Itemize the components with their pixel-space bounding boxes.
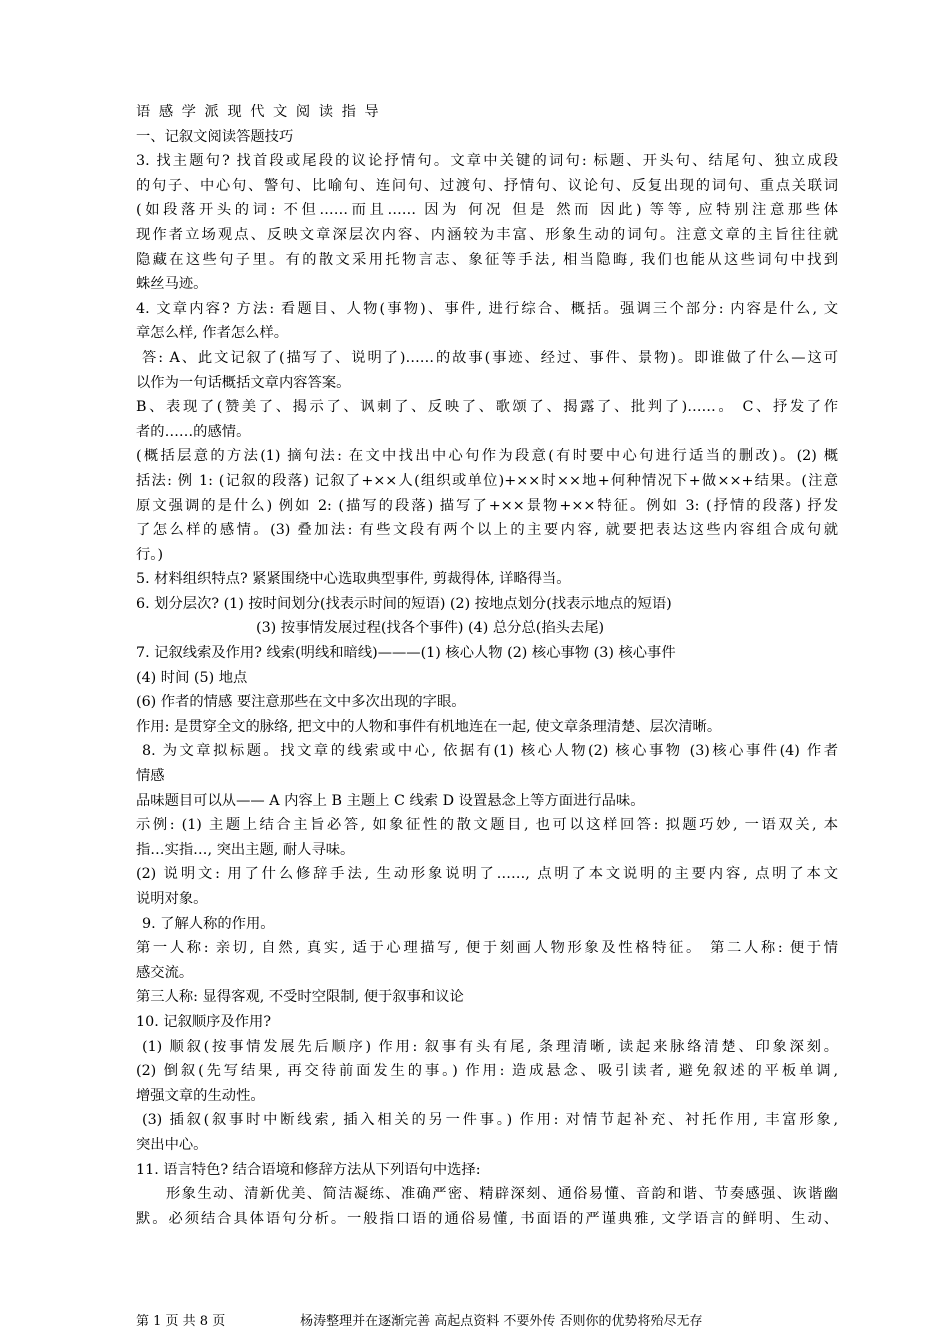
text-line: 7. 记叙线索及作用? 线索(明线和暗线)———(1) 核心人物 (2) 核心事物 (3) 核心事件 bbox=[136, 645, 676, 662]
text-line: (2) 说明文: 用了什么修辞手法, 生动形象说明了……, 点明了本文说明的主要内容, 点明了本文 bbox=[136, 866, 838, 883]
text-line: 者的……的感情。 bbox=[136, 423, 251, 440]
text-line: 说明对象。 bbox=[136, 891, 208, 907]
text-line: 第三人称: 显得客观, 不受时空限制, 便于叙事和议论 bbox=[136, 989, 464, 1006]
text-line: 4. 文章内容? 方法: 看题目、人物(事物)、事件, 进行综合、概括。强调三个部分: 内容是什么, 文 bbox=[136, 300, 838, 317]
document-title: 语 感 学 派 现 代 文 阅 读 指 导 bbox=[136, 104, 381, 120]
text-line: 品味题目可以从—— A 内容上 B 主题上 C 线索 D 设置悬念上等方面进行品味。 bbox=[136, 792, 645, 809]
text-line: (1) 顺叙(按事情发展先后顺序) 作用: 叙事有头有尾, 条理清晰, 读起来脉络清楚、印象深刻。 bbox=[142, 1038, 838, 1055]
text-line: (2) 倒叙(先写结果, 再交待前面发生的事。) 作用: 造成悬念、吸引读者, 避免叙述的平板单调, bbox=[136, 1063, 838, 1080]
text-line: 示例: (1) 主题上结合主旨必答, 如象征性的散文题目, 也可以这样回答: 拟题巧妙, 一语双关, 本 bbox=[136, 817, 838, 834]
text-line: (3) 按事情发展过程(找各个事件) (4) 总分总(掐头去尾) bbox=[256, 620, 605, 637]
text-line: 感交流。 bbox=[136, 964, 194, 981]
text-line: 了怎么样的感情。(3) 叠加法: 有些文段有两个以上的主要内容, 就要把表达这些内容组合成句就 bbox=[136, 522, 838, 539]
text-line: 3. 找主题句? 找首段或尾段的议论抒情句。文章中关键的词句: 标题、开头句、结尾句、独立成段 bbox=[136, 153, 838, 170]
text-line: 作用: 是贯穿全文的脉络, 把文中的人物和事件有机地连在一起, 使文章条理清楚、层次清晰。 bbox=[136, 718, 722, 735]
text-line: 现作者立场观点、反映文章深层次内容、内涵较为丰富、形象生动的词句。注意文章的主旨往往就 bbox=[136, 226, 838, 243]
text-line: 情感 bbox=[136, 768, 165, 785]
text-line: 11. 语言特色? 结合语境和修辞方法从下列语句中选择: bbox=[136, 1161, 481, 1178]
text-line: 5. 材料组织特点? 紧紧围绕中心选取典型事件, 剪裁得体, 详略得当。 bbox=[136, 571, 571, 588]
text-line: 第一人称: 亲切, 自然, 真实, 适于心理描写, 便于刻画人物形象及性格特征。 第二人称: 便于情 bbox=[136, 940, 838, 957]
text-line: 蛛丝马迹。 bbox=[136, 276, 208, 293]
text-line: 行。) bbox=[136, 546, 164, 563]
document-body bbox=[136, 100, 838, 1231]
text-line: (如段落开头的词: 不但……而且…… 因为 何况 但是 然而 因此) 等等, 应特别注意那些体 bbox=[136, 202, 838, 219]
section-heading: 一、记叙文阅读答题技巧 bbox=[136, 128, 294, 145]
text-line: (4) 时间 (5) 地点 bbox=[136, 669, 248, 686]
text-line: (3) 插叙(叙事时中断线索, 插入相关的另一件事。) 作用: 对情节起补充、衬托作用, 丰富形象, bbox=[142, 1112, 838, 1129]
text-line: 增强文章的生动性。 bbox=[136, 1087, 265, 1104]
footer-note: 杨涛整理并在逐渐完善 高起点资料 不要外传 否则你的优势将殆尽无存 bbox=[300, 1314, 703, 1329]
text-line: 的句子、中心句、警句、比喻句、连问句、过渡句、抒情句、议论句、反复出现的词句、重点关联词 bbox=[136, 177, 838, 194]
text-line: 突出中心。 bbox=[136, 1136, 208, 1153]
text-line: 6. 划分层次? (1) 按时间划分(找表示时间的短语) (2) 按地点划分(找表示地点的短语) bbox=[136, 595, 672, 612]
text-line: 指…实指…, 突出主题, 耐人寻味。 bbox=[136, 841, 355, 858]
page-number: 第 1 页 共 8 页 bbox=[136, 1314, 226, 1329]
text-line: 以作为一句话概括文章内容答案。 bbox=[136, 374, 351, 391]
text-line: 10. 记叙顺序及作用? bbox=[136, 1013, 272, 1030]
text-line: 形象生动、清新优美、简洁凝练、准确严密、精辟深刻、通俗易懂、音韵和谐、节奏感强、诙谐幽 bbox=[166, 1186, 838, 1203]
text-line: B、表现了(赞美了、揭示了、讽刺了、反映了、歌颂了、揭露了、批判了)……。 C、抒发了作 bbox=[136, 399, 838, 416]
text-line: 默。必须结合具体语句分析。一般指口语的通俗易懂, 书面语的严谨典雅, 文学语言的鲜明、生动、 bbox=[136, 1210, 838, 1227]
text-line: 8. 为文章拟标题。找文章的线索或中心, 依据有(1) 核心人物(2) 核心事物 (3)核心事件(4) 作者 bbox=[142, 743, 838, 760]
text-line: 原文强调的是什么) 例如 2: (描写的段落) 描写了+××景物+××特征。例如 3: (抒情的段落) 抒发 bbox=[136, 497, 838, 514]
text-line: 隐藏在这些句子里。有的散文采用托物言志、象征等手法, 相当隐晦, 我们也能从这些词句中找到 bbox=[136, 251, 838, 268]
text-line: (6) 作者的情感 要注意那些在文中多次出现的字眼。 bbox=[136, 694, 466, 711]
text-line: 答: A、此文记叙了(描写了、说明了)……的故事(事迹、经过、事件、景物)。即谁做了什么—这可 bbox=[142, 349, 838, 366]
text-line: 章怎么样, 作者怎么样。 bbox=[136, 325, 289, 342]
page-footer bbox=[136, 1310, 838, 1329]
text-line: 括法: 例 1: (记叙的段落) 记叙了+××人(组织或单位)+××时××地+何种情况下+做××+结果。(注意 bbox=[136, 472, 838, 489]
text-line: 9. 了解人称的作用。 bbox=[142, 915, 275, 932]
text-line: (概括层意的方法(1) 摘句法: 在文中找出中心句作为段意(有时要中心句进行适当的删改)。(2) 概 bbox=[136, 448, 838, 465]
